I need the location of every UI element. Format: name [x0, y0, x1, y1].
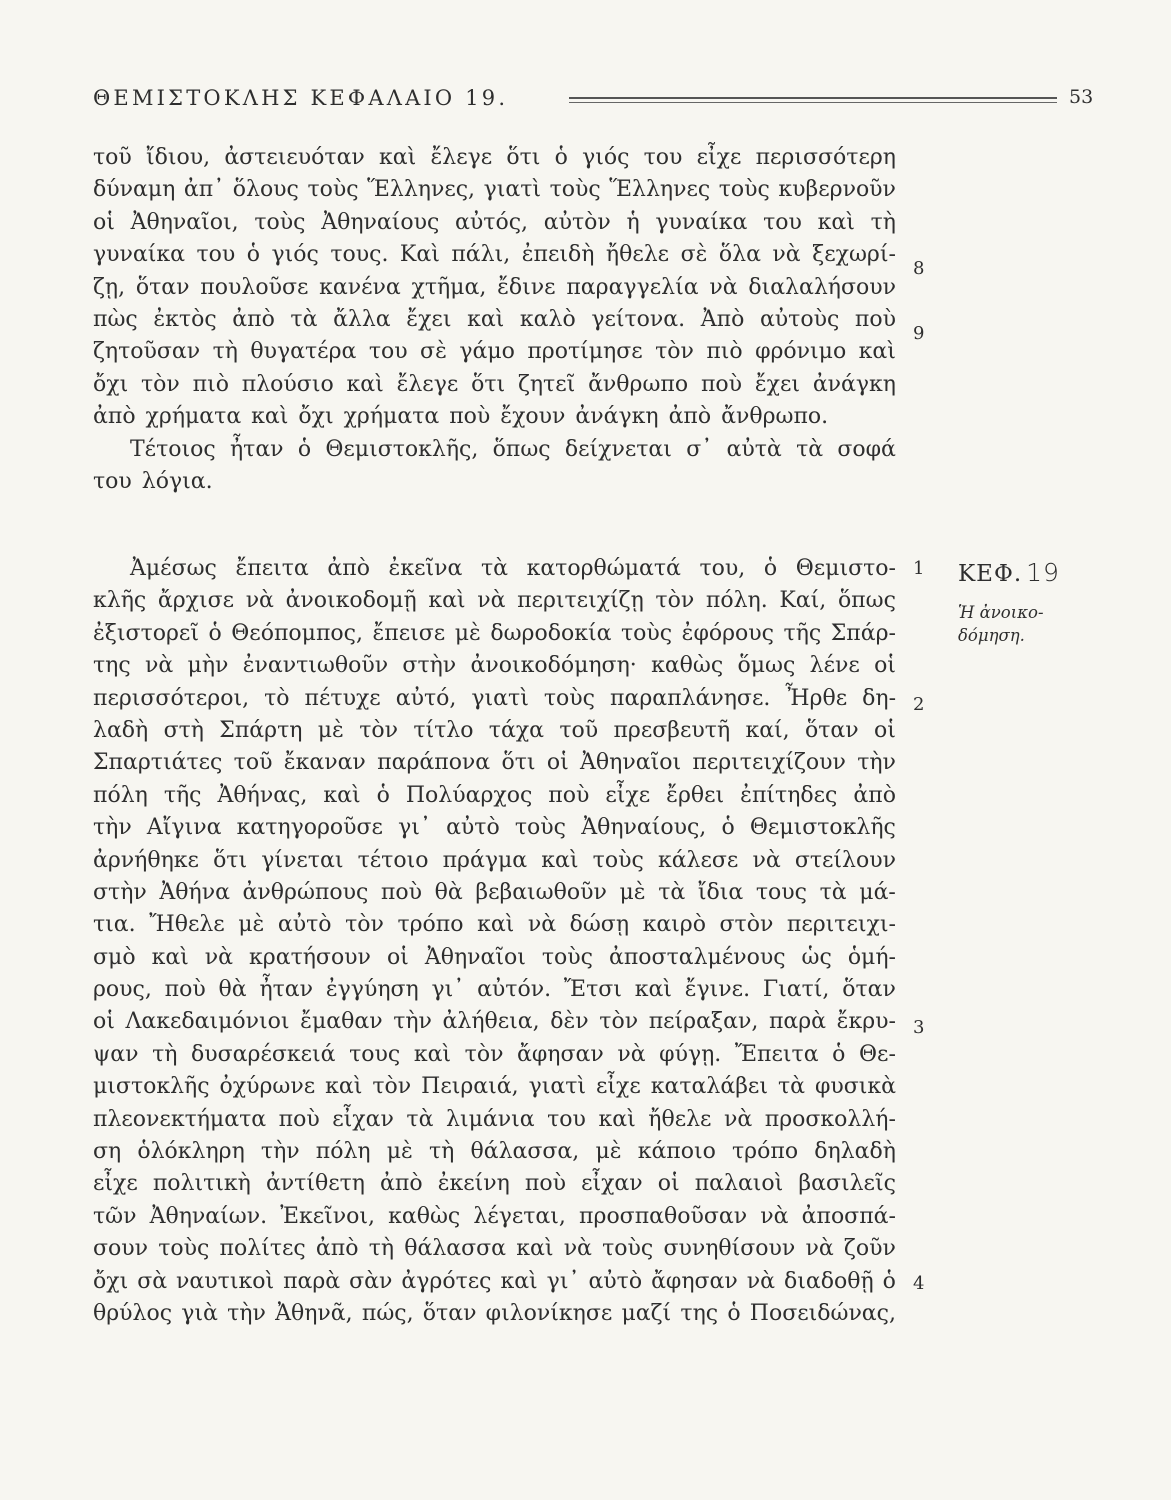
margin-number: 3	[913, 1017, 925, 1038]
text-line: γυναίκα του ὁ γιός τους. Καὶ πάλι, ἐπειδὴ ἤθελε σὲ ὅλα νὰ ξεχωρί-	[93, 242, 896, 268]
header-rule-thick	[569, 97, 1057, 99]
page-header	[93, 86, 1093, 116]
text-line: ἐξιστορεῖ ὁ Θεόπομπος, ἔπεισε μὲ δωροδοκία τοὺς ἐφόρους τῆς Σπάρ-	[93, 620, 896, 646]
text-block-2	[93, 553, 896, 1330]
text-line: ἀπὸ χρήματα καὶ ὄχι χρήματα ποὺ ἔχουν ἀνάγκη ἀπὸ ἄνθρωπο.	[93, 404, 829, 430]
text-line: θρύλος γιὰ τὴν Ἀθηνᾶ, πώς, ὅταν φιλονίκησε μαζί της ὁ Ποσειδώνας,	[93, 1300, 896, 1326]
text-line: πλεονεκτήματα ποὺ εἶχαν τὰ λιμάνια του καὶ ἤθελε νὰ προσκολλή-	[93, 1106, 896, 1132]
text-line: δύναμη ἀπ᾽ ὅλους τοὺς Ἕλληνες, γιατὶ τοὺς Ἕλληνες τοὺς κυβερνοῦν	[93, 177, 896, 203]
margin-number: 2	[913, 694, 925, 715]
text-line: ψαν τὴ δυσαρέσκειά τους καὶ τὸν ἄφησαν νὰ φύγῃ. Ἔπειτα ὁ Θε-	[93, 1041, 896, 1067]
text-line: κλῆς ἄρχισε νὰ ἀνοικοδομῇ καὶ νὰ περιτειχίζῃ τὸν πόλη. Καί, ὅπως	[93, 588, 896, 614]
text-line: σμὸ καὶ νὰ κρατήσουν οἱ Ἀθηναῖοι τοὺς ἀποσταλμένους ὡς ὁμή-	[93, 944, 896, 970]
running-title: ΘΕΜΙΣΤΟΚΛΗΣ ΚΕΦΑΛΑΙΟ 19.	[93, 86, 509, 110]
text-line: τια. Ἤθελε μὲ αὐτὸ τὸν τρόπο καὶ νὰ δώσῃ καιρὸ στὸν περιτειχι-	[93, 912, 896, 938]
margin-number: 1	[913, 558, 925, 579]
text-line: πὼς ἐκτὸς ἀπὸ τὰ ἄλλα ἔχει καὶ καλὸ γείτονα. Ἀπὸ αὐτοὺς ποὺ	[93, 306, 896, 332]
page-number: 53	[1069, 86, 1094, 108]
text-line: λαδὴ στὴ Σπάρτη μὲ τὸν τίτλο τάχα τοῦ πρεσβευτῆ καί, ὅταν οἱ	[93, 717, 896, 743]
text-line: τῶν Ἀθηναίων. Ἐκεῖνοι, καθὼς λέγεται, προσπαθοῦσαν νὰ ἀποσπά-	[93, 1203, 896, 1229]
text-line: ζῃ, ὅταν πουλοῦσε κανένα χτῆμα, ἔδινε παραγγελία νὰ διαλαλήσουν	[93, 274, 896, 300]
text-line: μιστοκλῆς ὀχύρωνε καὶ τὸν Πειραιά, γιατὶ εἶχε καταλάβει τὰ φυσικὰ	[93, 1074, 896, 1100]
text-line: στὴν Ἀθήνα ἀνθρώπους ποὺ θὰ βεβαιωθοῦν μὲ τὰ ἴδια τους τὰ μά-	[93, 879, 896, 905]
text-line: ὄχι σὰ ναυτικοὶ παρὰ σὰν ἀγρότες καὶ γι᾽ αὐτὸ ἄφησαν νὰ διαδοθῇ ὁ	[93, 1268, 896, 1294]
text-line: ὄχι τὸν πιὸ πλούσιο καὶ ἔλεγε ὅτι ζητεῖ ἄνθρωπο ποὺ ἔχει ἀνάγκη	[93, 371, 896, 397]
text-line: του λόγια.	[93, 468, 213, 494]
chapter-sidenote-subtitle: Ἡ ἀνοικο-δόμηση.	[958, 603, 1044, 645]
text-line: οἱ Λακεδαιμόνιοι ἔμαθαν τὴν ἀλήθεια, δὲν τὸν πείραξαν, παρὰ ἔκρυ-	[93, 1009, 896, 1035]
chapter-number: 19	[1026, 558, 1060, 587]
margin-number: 8	[913, 258, 925, 279]
text-block-1	[93, 142, 896, 498]
text-line: ρους, ποὺ θὰ ἦταν ἐγγύηση γι᾽ αὐτόν. Ἔτσι καὶ ἔγινε. Γιατί, ὅταν	[93, 977, 896, 1003]
chapter-sidenote-heading	[958, 558, 1060, 587]
text-line: τοῦ ἴδιου, ἀστειευόταν καὶ ἔλεγε ὅτι ὁ γιός του εἶχε περισσότερη	[93, 145, 896, 170]
header-rule-thin	[569, 102, 1057, 103]
text-line: πόλη τῆς Ἀθήνας, καὶ ὁ Πολύαρχος ποὺ εἶχε ἔρθει ἐπίτηδες ἀπὸ	[93, 782, 896, 808]
text-line: οἱ Ἀθηναῖοι, τοὺς Ἀθηναίους αὐτός, αὐτὸν ἡ γυναίκα του καὶ τὴ	[93, 209, 896, 235]
text-line: Ἀμέσως ἔπειτα ἀπὸ ἐκεῖνα τὰ κατορθώματά του, ὁ Θεμιστο-	[130, 556, 896, 581]
margin-number: 9	[913, 323, 925, 344]
text-line: τὴν Αἴγινα κατηγοροῦσε γι᾽ αὐτὸ τοὺς Ἀθηναίους, ὁ Θεμιστοκλῆς	[93, 815, 896, 841]
text-line: Σπαρτιάτες τοῦ ἔκαναν παράπονα ὅτι οἱ Ἀθηναῖοι περιτειχίζουν τὴν	[93, 750, 896, 776]
text-line: ση ὁλόκληρη τὴν πόλη μὲ τὴ θάλασσα, μὲ κάποιο τρόπο δηλαδὴ	[93, 1139, 896, 1165]
text-line: ἀρνήθηκε ὅτι γίνεται τέτοιο πράγμα καὶ τοὺς κάλεσε νὰ στείλουν	[93, 847, 896, 873]
text-line: ζητοῦσαν τὴ θυγατέρα του σὲ γάμο προτίμησε τὸν πιὸ φρόνιμο καὶ	[93, 339, 896, 365]
text-line: σουν τοὺς πολίτες ἀπὸ τὴ θάλασσα καὶ νὰ τοὺς συνηθίσουν νὰ ζοῦν	[93, 1236, 896, 1262]
text-line: της νὰ μὴν ἐναντιωθοῦν στὴν ἀνοικοδόμηση· καθὼς ὅμως λένε οἱ	[93, 653, 896, 679]
text-line: περισσότεροι, τὸ πέτυχε αὐτό, γιατὶ τοὺς παραπλάνησε. Ἦρθε δη-	[93, 685, 896, 711]
margin-number: 4	[913, 1273, 925, 1294]
text-line: εἶχε πολιτικὴ ἀντίθετη ἀπὸ ἐκείνη ποὺ εἶχαν οἱ παλαιοὶ βασιλεῖς	[93, 1171, 896, 1197]
chapter-label: ΚΕΦ.	[958, 561, 1023, 587]
text-line: Τέτοιος ἦταν ὁ Θεμιστοκλῆς, ὅπως δείχνεται σ᾽ αὐτὰ τὰ σοφά	[130, 436, 896, 462]
